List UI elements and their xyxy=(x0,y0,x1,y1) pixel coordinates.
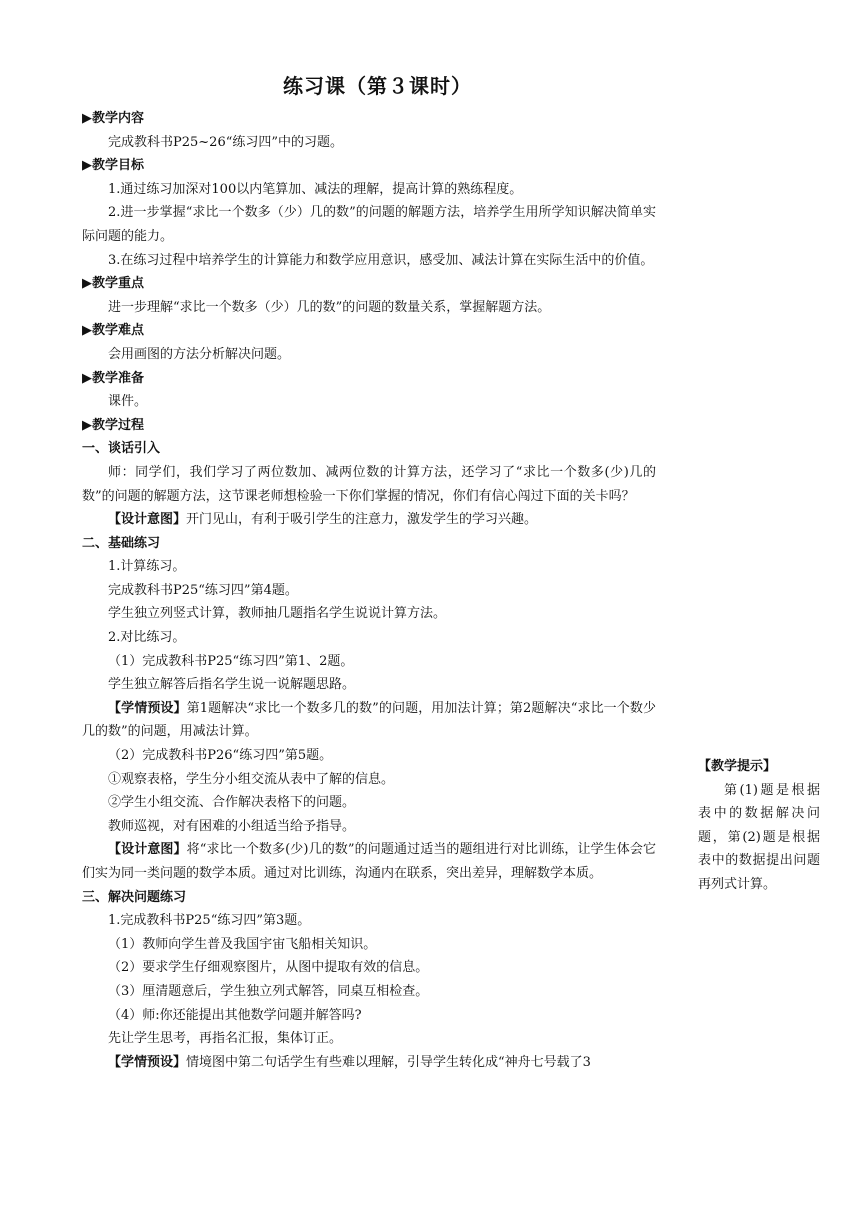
part2-line: 学生独立列竖式计算，教师抽几题指名学生说说计算方法。 xyxy=(108,606,447,622)
preview-text: 情境图中第二句话学生有些难以理解，引导学生转化成“神舟七号载了3 xyxy=(186,1054,591,1070)
part3-heading: 三、解决问题练习 xyxy=(82,889,187,905)
part1-heading: 一、谈话引入 xyxy=(82,441,161,457)
part2-line: 学生独立解答后指名学生说一说解题思路。 xyxy=(108,677,356,693)
goal-item: 2.进一步掌握“求比一个数多（少）几的数”的问题的解题方法，培养学生用所学知识解决简单实际问题的能力。 xyxy=(82,205,656,244)
design-intent-tag: 【设计意图】 xyxy=(108,512,187,528)
prep-text: 课件。 xyxy=(108,394,148,410)
part2-design-note xyxy=(82,838,656,885)
part2-line: 教师巡视，对有困难的小组适当给予指导。 xyxy=(108,818,356,834)
section-heading-process: ▶教学过程 xyxy=(82,417,144,433)
part2-line: 1.计算练习。 xyxy=(108,559,186,575)
goal-item: 3.在练习过程中培养学生的计算能力和数学应用意识，感受加、减法计算在实际生活中的价值。 xyxy=(108,252,654,268)
preview-text: 第1题解决“求比一个数多几的数”的问题，用加法计算；第2题解决“求比一个数少几的数”的问题，用减法计算。 xyxy=(82,700,656,740)
key-text: 进一步理解“求比一个数多（少）几的数”的问题的数量关系，掌握解题方法。 xyxy=(108,299,551,315)
part3-line: （3）厘清题意后，学生独立列式解答，同桌互相检查。 xyxy=(108,983,429,999)
preview-tag: 【学情预设】 xyxy=(108,700,187,716)
section-heading-content: ▶教学内容 xyxy=(82,111,144,126)
part2-heading: 二、基础练习 xyxy=(82,535,161,551)
part2-line: ①观察表格，学生分小组交流从表中了解的信息。 xyxy=(108,771,395,787)
section-heading-key: ▶教学重点 xyxy=(82,276,144,292)
part3-line: （2）要求学生仔细观察图片，从图中提取有效的信息。 xyxy=(108,960,429,976)
part3-line: （4）师:你还能提出其他数学问题并解答吗? xyxy=(108,1007,362,1023)
part1-design-note xyxy=(82,508,656,532)
teaching-tip-sidebar xyxy=(698,755,820,897)
part3-line: 先让学生思考，再指名汇报，集体订正。 xyxy=(108,1031,343,1047)
part2-line: （2）完成教科书P26“练习四”第5题。 xyxy=(108,748,333,764)
teaching-tip-heading: 【教学提示】 xyxy=(698,759,777,774)
goal-item: 1.通过练习加深对100以内笔算加、减法的理解，提高计算的熟练程度。 xyxy=(108,181,523,197)
difficulty-text: 会用画图的方法分析解决问题。 xyxy=(108,346,291,362)
section-heading-prep: ▶教学准备 xyxy=(82,370,144,386)
part2-preview-note xyxy=(82,697,656,744)
part1-text: 师：同学们，我们学习了两位数加、减两位数的计算方法，还学习了“求比一个数多(少)几的数”的问题的解题方法，这节课老师想检验一下你们掌握的情况，你们有信心闯过下面的关卡吗？ xyxy=(82,464,656,504)
section-heading-goals: ▶教学目标 xyxy=(82,158,144,174)
preview-tag: 【学情预设】 xyxy=(108,1054,187,1070)
part2-line: ②学生小组交流、合作解决表格下的问题。 xyxy=(108,795,356,811)
part3-preview-note xyxy=(82,1051,656,1075)
part3-line: 1.完成教科书P25“练习四”第3题。 xyxy=(108,913,311,929)
section-heading-difficulty: ▶教学难点 xyxy=(82,323,144,339)
part2-line: 2.对比练习。 xyxy=(108,630,186,646)
part3-line: （1）教师向学生普及我国宇宙飞船相关知识。 xyxy=(108,936,377,952)
design-intent-text: 将“求比一个数多(少)几的数”的问题通过适当的题组进行对比训练，让学生体会它们实为同一类问题的数学本质。通过对比训练，沟通内在联系，突出差异，理解数学本质。 xyxy=(82,842,656,881)
part2-line: （1）完成教科书P25“练习四”第1、2题。 xyxy=(108,653,354,669)
design-intent-tag: 【设计意图】 xyxy=(108,842,187,858)
lesson-body xyxy=(82,107,656,1074)
page-title: 练习课（第３课时） xyxy=(283,74,472,98)
design-intent-text: 开门见山，有利于吸引学生的注意力，激发学生的学习兴趣。 xyxy=(186,512,538,528)
teaching-tip-text: 第(1)题是根据表中的数据解决问题，第(2)题是根据表中的数据提出问题再列式计算。 xyxy=(698,782,820,892)
content-text: 完成教科书P25~26“练习四”中的习题。 xyxy=(108,134,344,150)
part2-line: 完成教科书P25“练习四”第4题。 xyxy=(108,582,298,598)
